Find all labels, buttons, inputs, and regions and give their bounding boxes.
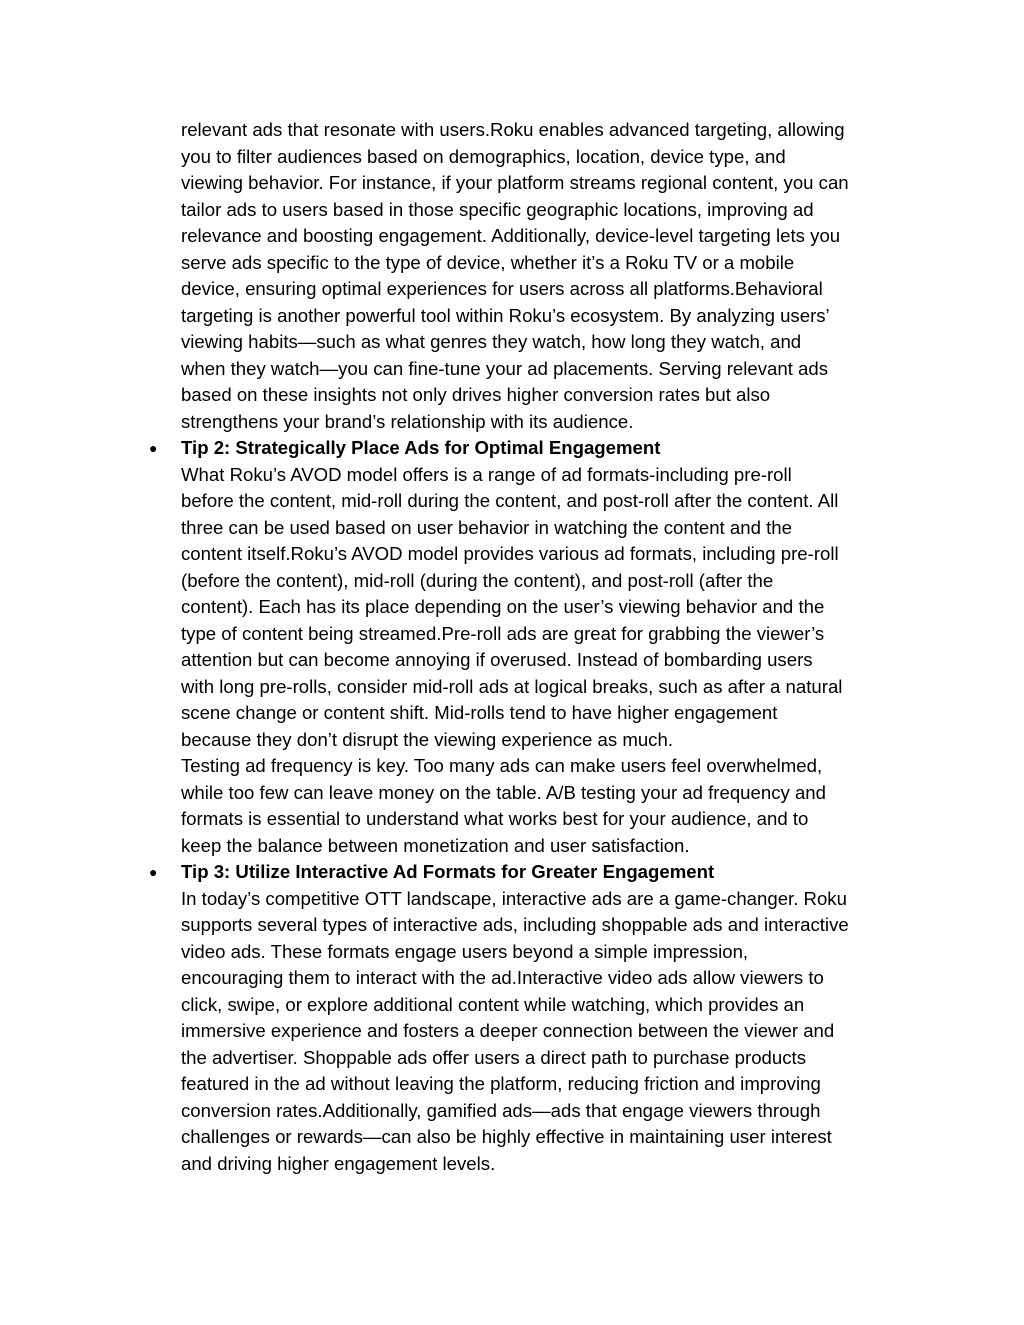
text-line: (before the content), mid-roll (during the content), and post-roll (after the <box>181 569 774 591</box>
text-line: click, swipe, or explore additional content while watching, which provides an <box>181 993 805 1015</box>
text-line: featured in the ad without leaving the platform, reducing friction and improving <box>181 1073 821 1094</box>
text-line: keep the balance between monetization and user satisfaction. <box>181 834 690 856</box>
text-line: scene change or content shift. Mid-rolls tend to have higher engagement <box>181 702 778 723</box>
text-line: device, ensuring optimal experiences for users across all platforms.Behavioral <box>181 278 823 299</box>
tip-3-section <box>0 859 1024 1177</box>
text-line: encouraging them to interact with the ad.Interactive video ads allow viewers to <box>181 967 824 988</box>
intro-paragraph <box>0 117 1024 435</box>
tip-3-heading: Tip 3: Utilize Interactive Ad Formats for Greater Engagement <box>181 861 715 882</box>
text-line: supports several types of interactive ads, including shoppable ads and interactive <box>181 914 849 935</box>
text-line: viewing behavior. For instance, if your platform streams regional content, you can <box>181 172 849 193</box>
text-line: formats is essential to understand what works best for your audience, and to <box>181 808 809 829</box>
text-line: targeting is another powerful tool within Roku’s ecosystem. By analyzing users’ <box>181 304 830 326</box>
text-line: three can be used based on user behavior in watching the content and the <box>181 516 792 538</box>
text-line: immersive experience and fosters a deeper connection between the viewer and <box>181 1020 835 1041</box>
text-line: type of content being streamed.Pre-roll ads are great for grabbing the viewer’s <box>181 622 825 644</box>
text-line: while too few can leave money on the table. A/B testing your ad frequency and <box>181 781 826 803</box>
text-line: relevance and boosting engagement. Additionally, device-level targeting lets you <box>181 225 841 246</box>
text-line: relevant ads that resonate with users.Roku enables advanced targeting, allowing <box>181 119 845 140</box>
text-line: strengthens your brand’s relationship with its audience. <box>181 410 634 432</box>
text-line: with long pre-rolls, consider mid-roll ads at logical breaks, such as after a natural <box>181 675 843 697</box>
tip-2-heading-line <box>0 435 1024 462</box>
text-line: attention but can become annoying if overused. Instead of bombarding users <box>181 649 813 670</box>
text-line: serve ads specific to the type of device, whether it’s a Roku TV or a mobile <box>181 251 795 273</box>
text-line: based on these insights not only drives higher conversion rates but also <box>181 384 771 405</box>
document-page <box>0 117 1024 1177</box>
text-line: and driving higher engagement levels. <box>181 1152 496 1174</box>
tip-2-section <box>0 435 1024 859</box>
text-line: challenges or rewards—can also be highly effective in maintaining user interest <box>181 1126 832 1147</box>
text-line: before the content, mid-roll during the content, and post-roll after the content. All <box>181 490 839 511</box>
text-line: Testing ad frequency is key. Too many ads can make users feel overwhelmed, <box>181 755 823 776</box>
text-line: In today’s competitive OTT landscape, interactive ads are a game-changer. Roku <box>181 887 847 909</box>
text-line: video ads. These formats engage users beyond a simple impression, <box>181 940 749 962</box>
text-line: content itself.Roku’s AVOD model provides various ad formats, including pre-roll <box>181 543 839 564</box>
text-line: the advertiser. Shoppable ads offer users a direct path to purchase products <box>181 1046 806 1068</box>
text-line: content). Each has its place depending on the user’s viewing behavior and the <box>181 596 825 617</box>
text-line: you to filter audiences based on demographics, location, device type, and <box>181 145 786 167</box>
tip-3-heading-line <box>0 859 1024 886</box>
bullet-icon: ● <box>149 440 158 456</box>
text-line: when they watch—you can fine-tune your ad placements. Serving relevant ads <box>181 357 829 379</box>
text-line: viewing habits—such as what genres they watch, how long they watch, and <box>181 331 802 352</box>
bullet-icon: ● <box>149 864 158 880</box>
text-line: because they don’t disrupt the viewing experience as much. <box>181 728 673 750</box>
text-line: conversion rates.Additionally, gamified ads—ads that engage viewers through <box>181 1099 821 1121</box>
text-line: tailor ads to users based in those specific geographic locations, improving ad <box>181 198 814 220</box>
tip-2-heading: Tip 2: Strategically Place Ads for Optimal Engagement <box>181 437 661 458</box>
text-line: What Roku’s AVOD model offers is a range of ad formats-including pre-roll <box>181 463 792 485</box>
